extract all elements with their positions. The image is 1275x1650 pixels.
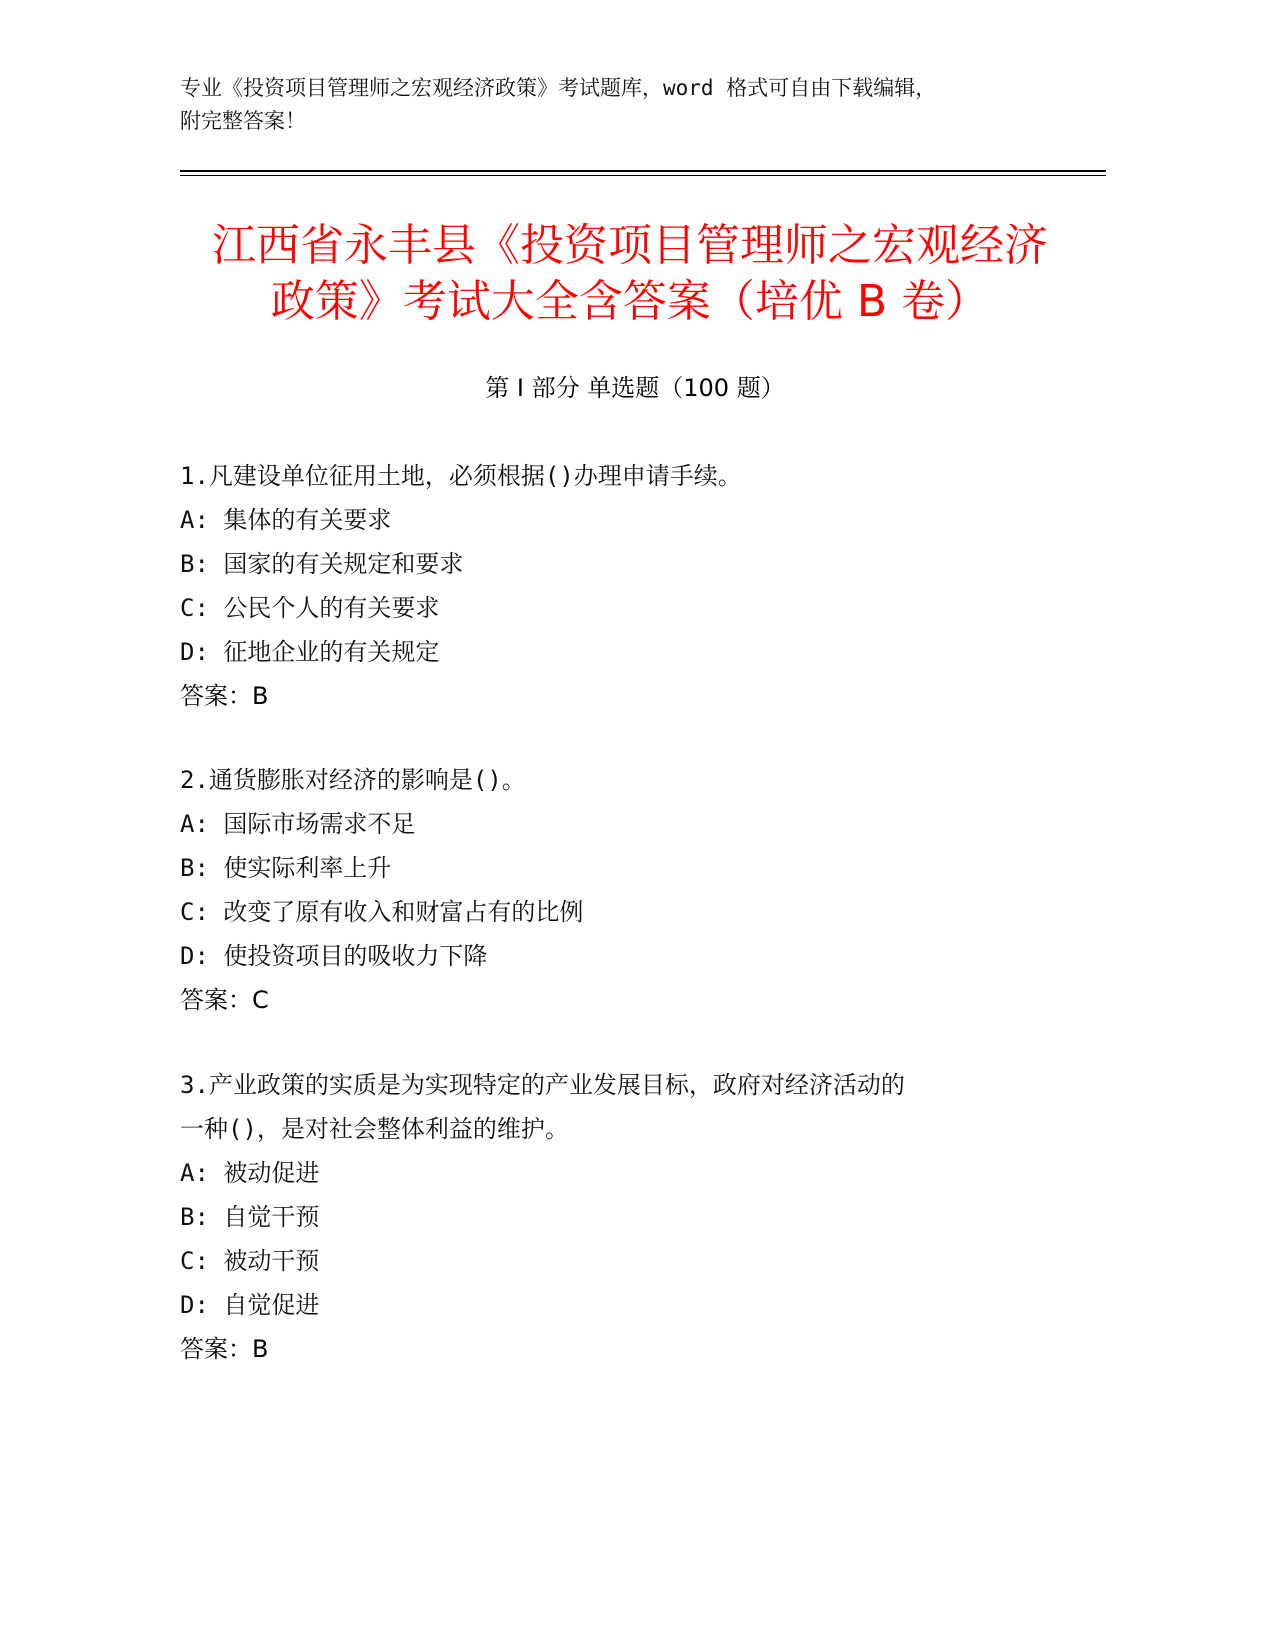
question-stem: 2.通货膨胀对经济的影响是()。 [180,766,526,794]
option-b: B: 自觉干预 [180,1203,320,1231]
option-c: C: 被动干预 [180,1247,320,1275]
document-title [150,218,1110,330]
header-note [180,72,1080,138]
option-b: B: 国家的有关规定和要求 [180,550,464,578]
option-a: A: 国际市场需求不足 [180,810,416,838]
answer: 答案：B [180,1335,269,1363]
question-3 [180,1063,1030,1371]
question-2 [180,758,1030,1022]
option-c: C: 改变了原有收入和财富占有的比例 [180,898,584,926]
document-title-line2: 政策》考试大全含答案（培优 B 卷） [270,276,990,327]
header-note-line2: 附完整答案！ [180,109,306,133]
option-d: D: 征地企业的有关规定 [180,638,440,666]
answer: 答案：C [180,986,269,1014]
question-stem: 1.凡建设单位征用土地，必须根据()办理申请手续。 [180,462,742,490]
answer: 答案：B [180,682,269,710]
question-stem-line1: 3.产业政策的实质是为实现特定的产业发展目标，政府对经济活动的 [180,1071,905,1099]
option-c: C: 公民个人的有关要求 [180,594,440,622]
question-1 [180,454,1030,718]
option-a: A: 被动促进 [180,1159,320,1187]
header-divider-thick [180,170,1106,172]
header-divider-thin [180,175,1106,176]
question-stem-line2: 一种()，是对社会整体利益的维护。 [180,1115,569,1143]
header-note-line1: 专业《投资项目管理师之宏观经济政策》考试题库，word 格式可自由下载编辑， [180,76,937,100]
option-a: A: 集体的有关要求 [180,506,392,534]
option-d: D: 使投资项目的吸收力下降 [180,942,488,970]
option-b: B: 使实际利率上升 [180,854,392,882]
section-title: 第 I 部分 单选题（100 题） [485,374,785,402]
option-d: D: 自觉促进 [180,1291,320,1319]
document-title-line1: 江西省永丰县《投资项目管理师之宏观经济 [212,220,1048,271]
